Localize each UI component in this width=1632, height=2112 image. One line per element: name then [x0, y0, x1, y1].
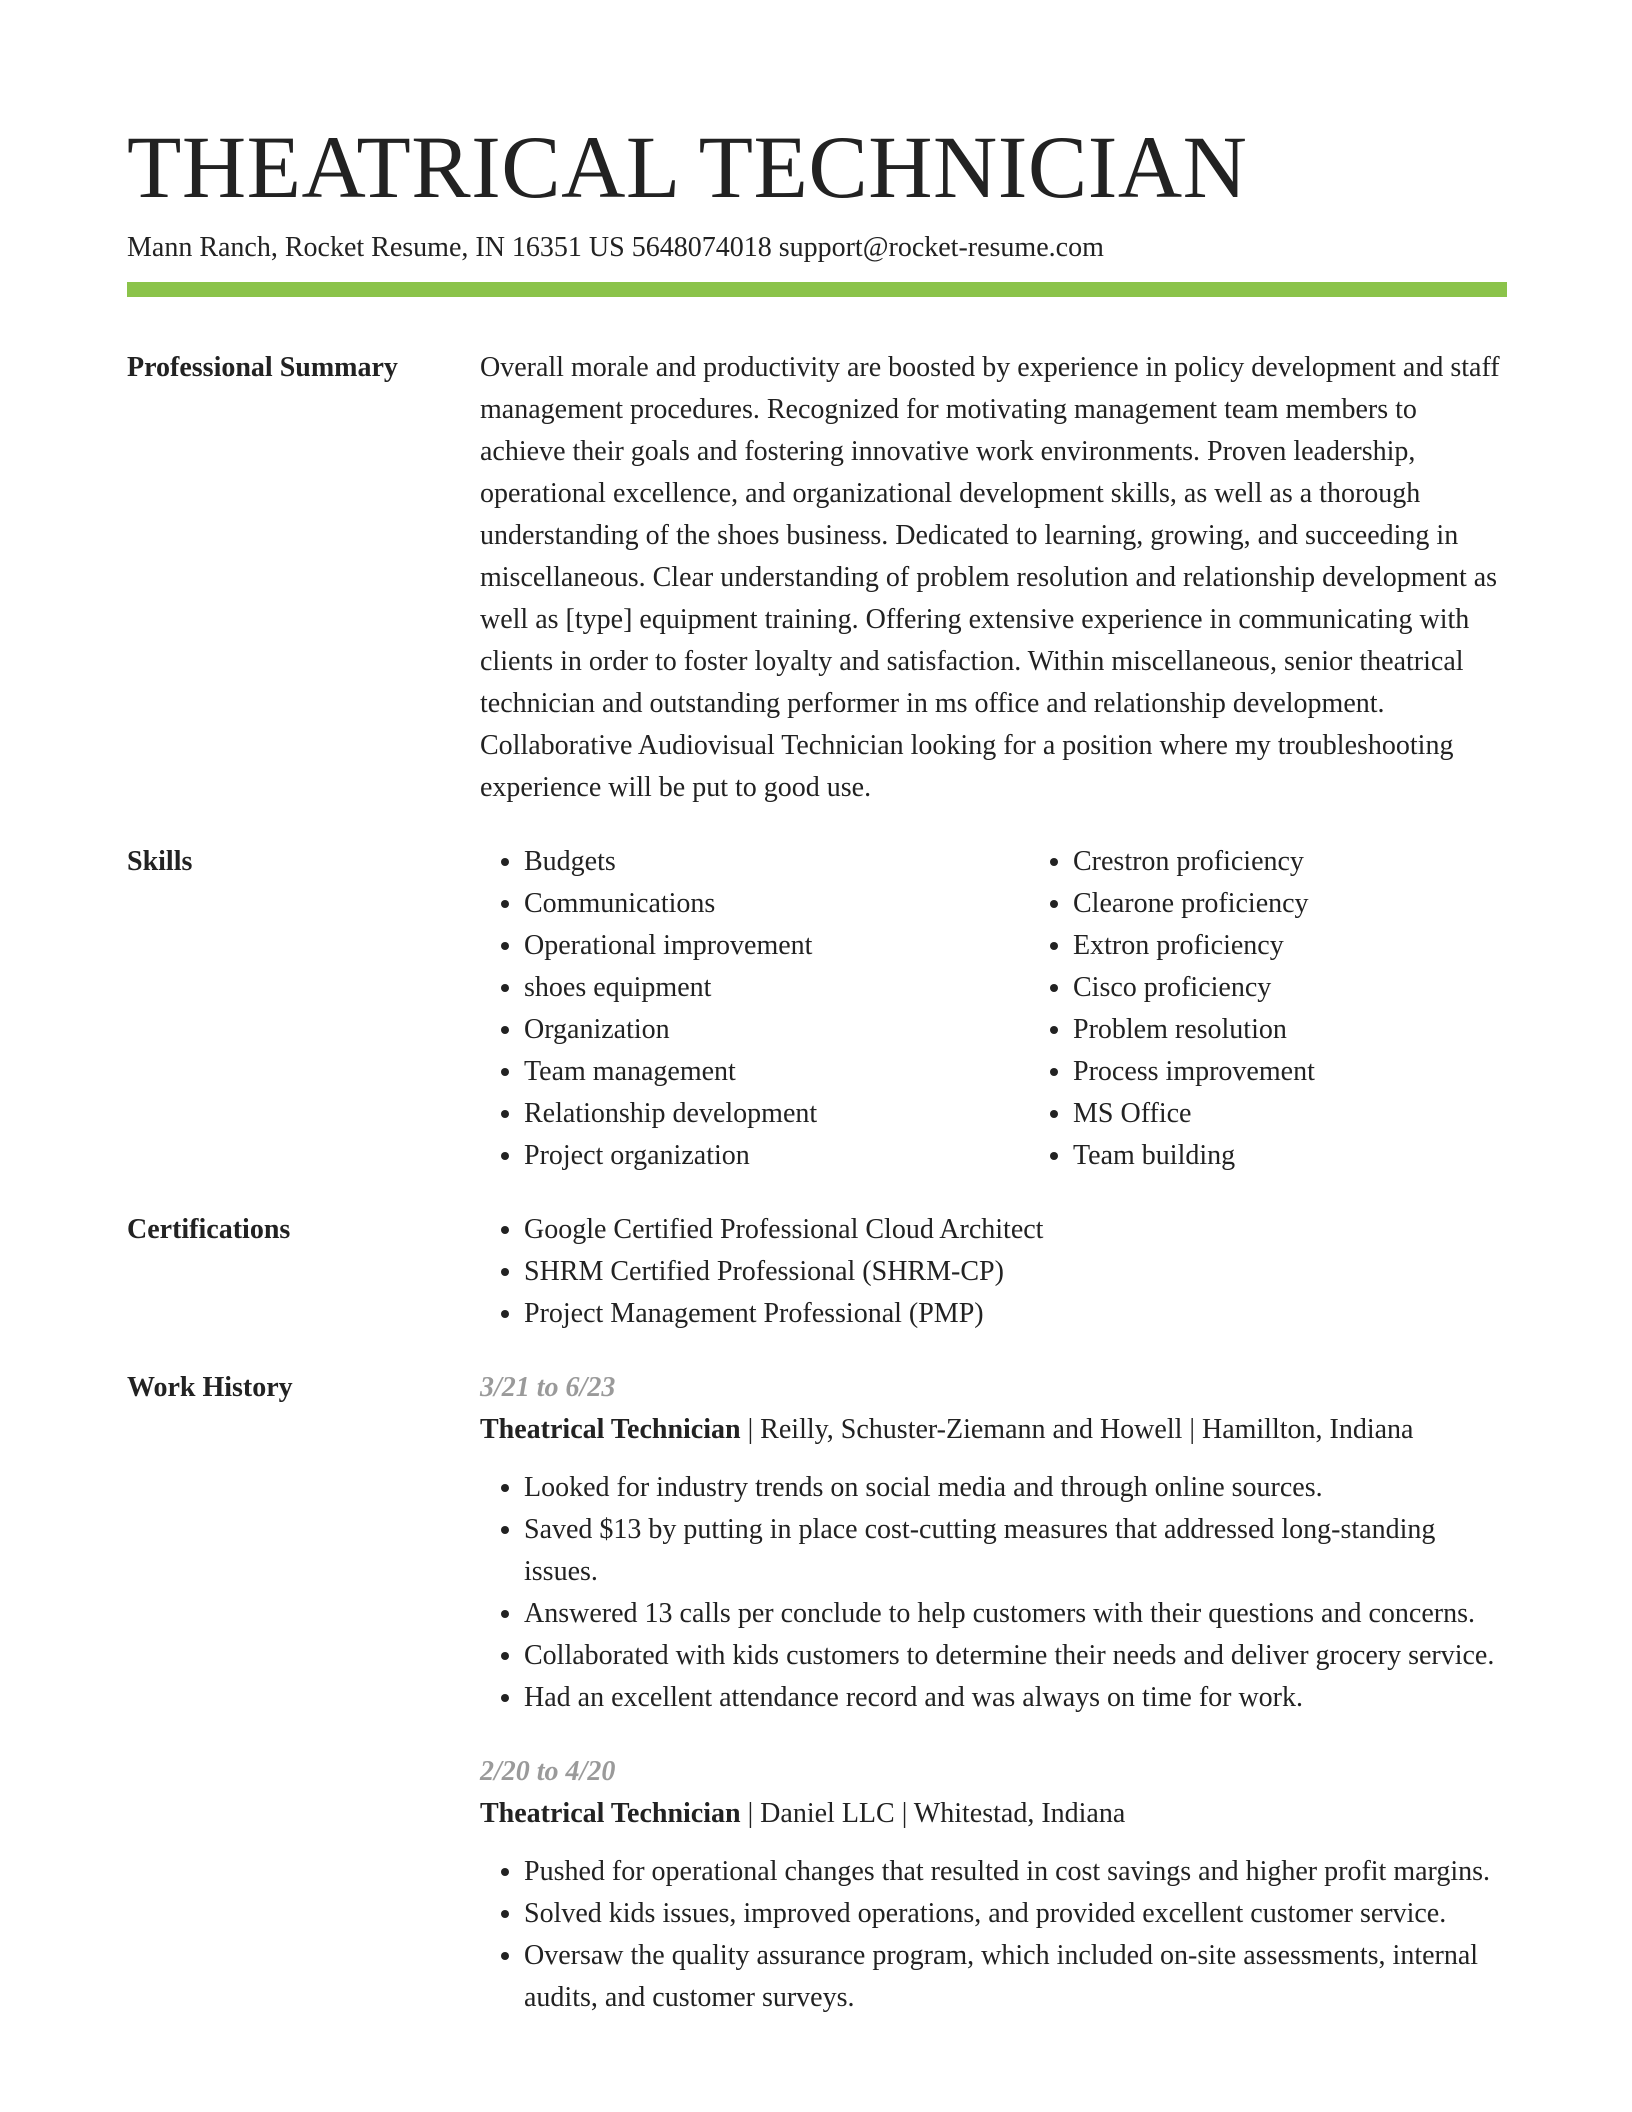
section-label-skills: Skills: [127, 846, 193, 877]
job-bullet: • Saved $13 by putting in place cost-cutting measures that addressed long-standing issues.: [524, 1509, 1507, 1593]
skill-item: • Clearone proficiency: [1073, 883, 1578, 925]
candidate-name: THEATRICAL TECHNICIAN: [127, 119, 1248, 217]
section-professional-summary: [127, 347, 1507, 809]
skill-item: • Operational improvement: [524, 925, 1029, 967]
job-bullet: • Answered 13 calls per conclude to help customers with their questions and concerns.: [524, 1593, 1507, 1635]
certification-item: • Google Certified Professional Cloud Architect: [524, 1209, 1507, 1251]
job-bullet: • Solved kids issues, improved operations, and provided excellent customer service.: [524, 1893, 1507, 1935]
summary-text: Overall morale and productivity are boosted by experience in policy development and staff management procedures. Recognized for motivating management team members to achieve their goals and fostering innovative work environments. Proven leadership, operational excellence, and organizational development skills, as well as a thorough understanding of the shoes business. Dedicated to learning, growing, and succeeding in miscellaneous. Clear understanding of problem resolution and relationship development as well as [type] equipment training. Offering extensive experience in communicating with clients in order to foster loyalty and satisfaction. Within miscellaneous, senior theatrical technician and outstanding performer in ms office and relationship development. Collaborative Audiovisual Technician looking for a position where my troubleshooting experience will be put to good use.: [480, 352, 1500, 803]
skill-item: • Budgets: [524, 841, 1029, 883]
job-employer-location: | Daniel LLC | Whitestad, Indiana: [740, 1798, 1126, 1829]
certification-item: • SHRM Certified Professional (SHRM-CP): [524, 1251, 1507, 1293]
certification-item: • Project Management Professional (PMP): [524, 1293, 1507, 1335]
job-bullets: [480, 1851, 1507, 2019]
work-history-body: [480, 1367, 1507, 2019]
job-title: Theatrical Technician: [480, 1798, 741, 1829]
section-label-certifications: Certifications: [127, 1214, 291, 1245]
skill-item: • Crestron proficiency: [1073, 841, 1578, 883]
skill-item: • Organization: [524, 1009, 1029, 1051]
skill-item: • Project organization: [524, 1135, 1029, 1177]
job-bullet: • Looked for industry trends on social media and through online sources.: [524, 1467, 1507, 1509]
job-bullets: [480, 1467, 1507, 1719]
skill-item: • MS Office: [1073, 1093, 1578, 1135]
job-heading: [480, 1793, 1507, 1835]
skill-item: • Team management: [524, 1051, 1029, 1093]
section-skills: [127, 841, 1507, 1177]
job-entry: [480, 1367, 1507, 1719]
job-title: Theatrical Technician: [480, 1414, 741, 1445]
skill-item: • Team building: [1073, 1135, 1578, 1177]
job-employer-location: | Reilly, Schuster-Ziemann and Howell | Hamillton, Indiana: [740, 1414, 1414, 1445]
section-label-work-history: Work History: [127, 1372, 293, 1403]
certifications-body: [480, 1209, 1507, 1335]
skill-item: • Relationship development: [524, 1093, 1029, 1135]
certifications-list: [480, 1209, 1507, 1335]
contact-line: Mann Ranch, Rocket Resume, IN 16351 US 5648074018 support@rocket-resume.com: [127, 232, 1104, 263]
skill-item: • Communications: [524, 883, 1029, 925]
skill-item: • shoes equipment: [524, 967, 1029, 1009]
job-dates: 2/20 to 4/20: [480, 1756, 616, 1787]
skill-item: • Process improvement: [1073, 1051, 1578, 1093]
job-bullet: • Oversaw the quality assurance program, which included on-site assessments, internal audits, and customer surveys.: [524, 1935, 1507, 2019]
job-entry: [480, 1751, 1507, 2019]
skills-list-right: [1029, 841, 1578, 1177]
job-bullet: • Had an excellent attendance record and was always on time for work.: [524, 1677, 1507, 1719]
section-label-summary: Professional Summary: [127, 352, 398, 383]
skills-columns: [480, 841, 1578, 1177]
section-work-history: [127, 1367, 1507, 2019]
skills-list-left: [480, 841, 1029, 1177]
section-certifications: [127, 1209, 1507, 1335]
accent-divider: [127, 282, 1507, 297]
job-heading: [480, 1409, 1507, 1451]
job-bullet: • Pushed for operational changes that resulted in cost savings and higher profit margins.: [524, 1851, 1507, 1893]
job-dates: 3/21 to 6/23: [480, 1372, 616, 1403]
job-bullet: • Collaborated with kids customers to determine their needs and deliver grocery service.: [524, 1635, 1507, 1677]
skill-item: • Extron proficiency: [1073, 925, 1578, 967]
skill-item: • Cisco proficiency: [1073, 967, 1578, 1009]
summary-body: [480, 347, 1507, 809]
skill-item: • Problem resolution: [1073, 1009, 1578, 1051]
